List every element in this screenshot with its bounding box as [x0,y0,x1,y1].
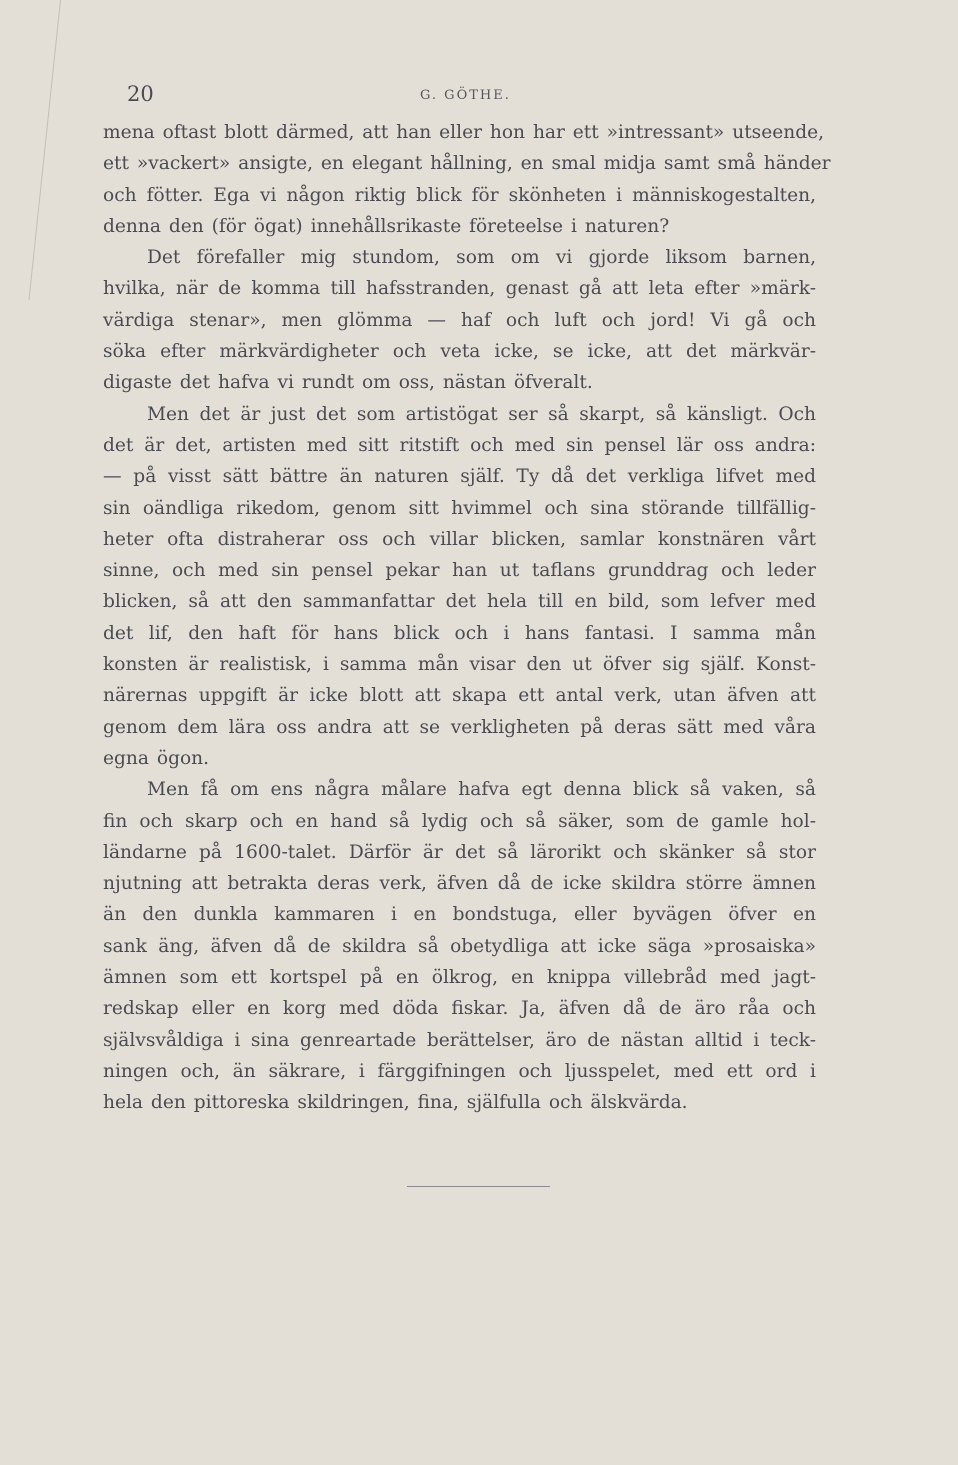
page-header [0,82,958,110]
text-line: njutning att betrakta deras verk, äfven då de icke skildra större ämnen [103,873,816,895]
text-line: Men det är just det som artistögat ser så skarpt, så känsligt. Och [147,403,816,425]
text-line: det är det, artisten med sitt ritstift och med sin pensel lär oss andra: [103,434,816,456]
text-line: egna ögon. [103,747,210,769]
text-line: söka efter märkvärdigheter och veta icke, se icke, att det märkvär- [103,341,816,363]
section-end-rule [407,1186,550,1187]
page-number: 20 [127,82,154,106]
text-line: värdiga stenar», men glömma — haf och luft och jord! Vi gå och [103,309,816,331]
body-text [103,117,831,1119]
text-line: digaste det hafva vi rundt om oss, nästan öfveralt. [103,372,593,394]
page-edge-shadow [0,0,61,300]
text-line: genom dem lära oss andra att se verkligheten på deras sätt med våra [103,716,816,738]
text-line: hvilka, när de komma till hafsstranden, genast gå att leta efter »märk- [103,278,816,300]
text-line: sinne, och med sin pensel pekar han ut taflans grunddrag och leder [103,560,816,582]
text-line: konsten är realistisk, i samma mån visar den ut öfver sig själf. Konst- [103,654,816,676]
text-line: Det förefaller mig stundom, som om vi gjorde liksom barnen, [147,247,816,269]
text-line: heter ofta distraherar oss och villar blicken, samlar konstnären vårt [103,528,816,550]
text-line: blicken, så att den sammanfattar det hela till en bild, som lefver med [103,591,816,613]
text-line: sin oändliga rikedom, genom sitt hvimmel och sina störande tillfällig- [103,497,816,519]
text-line: och fötter. Ega vi någon riktig blick för skönheten i människogestalten, [103,184,816,206]
text-line: självsvåldiga i sina genreartade berättelser, äro de nästan alltid i teck- [103,1029,816,1051]
text-line: ländarne på 1600-talet. Därför är det så lärorikt och skänker så stor [103,841,816,863]
text-line: än den dunkla kammaren i en bondstuga, eller byvägen öfver en [103,904,816,926]
text-line: ämnen som ett kortspel på en ölkrog, en knippa villebråd med jagt- [103,967,816,989]
text-line: sank äng, äfven då de skildra så obetydliga att icke säga »prosaiska» [103,935,816,957]
text-line: fin och skarp och en hand så lydig och så säker, som de gamle hol- [103,810,816,832]
text-line: närernas uppgift är icke blott att skapa ett antal verk, utan äfven att [103,685,816,707]
text-line: ningen och, än säkrare, i färggifningen och ljusspelet, med ett ord i [103,1060,816,1082]
text-line: ett »vackert» ansigte, en elegant hållning, en smal midja samt små händer [103,153,831,175]
text-line: Men få om ens några målare hafva egt denna blick så vaken, så [147,779,816,801]
text-line: det lif, den haft för hans blick och i hans fantasi. I samma mån [103,622,816,644]
text-line: — på visst sätt bättre än naturen själf. Ty då det verkliga lifvet med [103,466,816,488]
text-line: mena oftast blott därmed, att han eller hon har ett »intressant» utseende, [103,122,825,143]
text-line: redskap eller en korg med döda fiskar. Ja, äfven då de äro råa och [103,998,816,1020]
text-line: denna den (för ögat) innehållsrikaste företeelse i naturen? [103,215,670,237]
text-line: hela den pittoreska skildringen, fina, själfulla och älskvärda. [103,1092,688,1114]
running-head: G. GÖTHE. [420,88,511,103]
